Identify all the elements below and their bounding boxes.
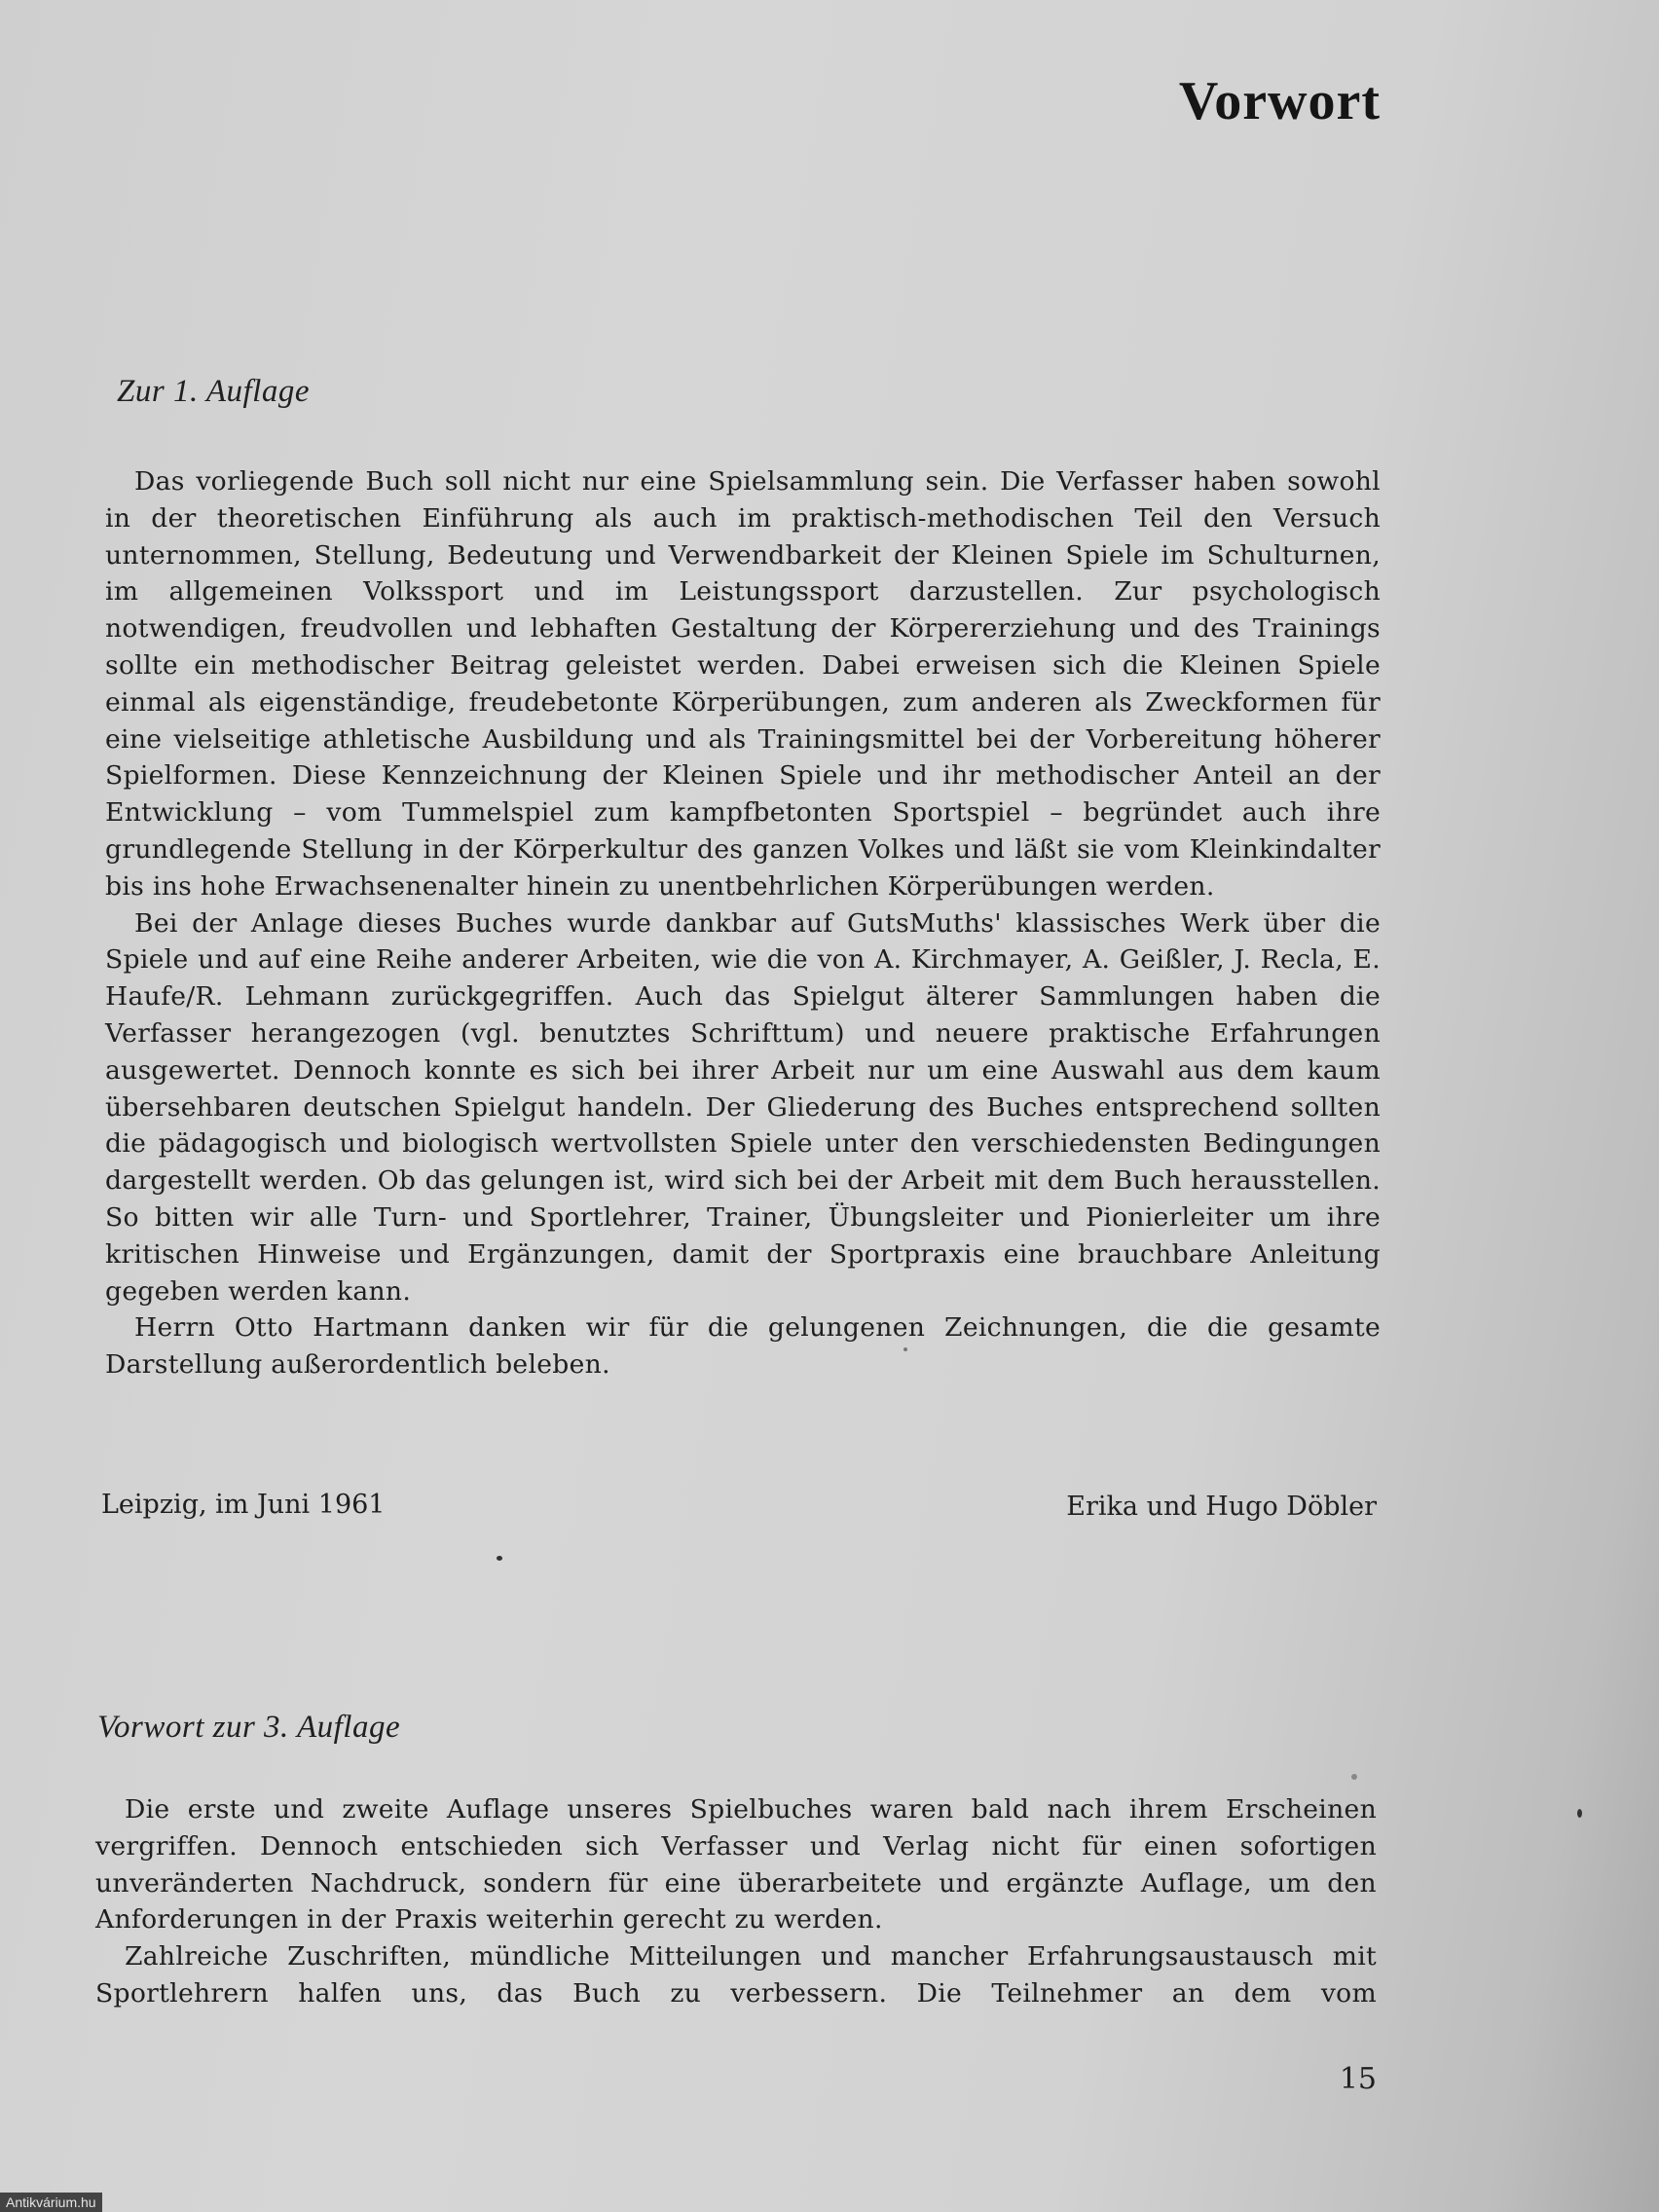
section-1-body: [105, 463, 1381, 1383]
section-1-paragraph-1: Das vorliegende Buch soll nicht nur eine Spielsammlung sein. Die Verfasser haben sowohl in der theoretischen Einführung als auch im praktisch-methodischen Teil den Versuch unternommen, Stellung, Bedeutung und Verwendbarkeit der Kleinen Spiele im Schulturnen, im allgemeinen Volkssport und im Leistungssport darzustellen. Zur psychologisch notwendigen, freudvollen und lebhaften Gestaltung der Körpererziehung und des Trainings sollte ein methodischer Beitrag geleistet werden. Dabei erweisen sich die Kleinen Spiele einmal als eigenständige, freudebetonte Körperübungen, zum anderen als Zweckformen für eine vielseitige athletische Ausbildung und als Trainingsmittel bei der Vorbereitung höherer Spielformen. Diese Kennzeichnung der Kleinen Spiele und ihr methodischer Anteil an der Entwicklung – vom Tummelspiel zum kampfbetonten Sportspiel – begründet auch ihre grundlegende Stellung in der Körperkultur des ganzen Volkes und läßt sie vom Kleinkindalter bis ins hohe Erwachsenenalter hinein zu unentbehrlichen Körperübungen werden.: [105, 466, 1381, 902]
section-1-title: Zur 1. Auflage: [117, 374, 310, 409]
authors-signature: Erika und Hugo Döbler: [1066, 1492, 1377, 1522]
section-2-title: Vorwort zur 3. Auflage: [97, 1710, 401, 1745]
section-2-paragraph-1: Die erste und zweite Auflage unseres Spielbuches waren bald nach ihrem Erscheinen vergriffen. Dennoch entschieden sich Verfasser und Verlag nicht für einen sofortigen unveränderten Nachdruck, sondern für eine überarbeitete und ergänzte Auflage, um den Anforderungen in der Praxis weiterhin gerecht zu werden.: [95, 1794, 1377, 1936]
section-2-body: [95, 1791, 1377, 2012]
place-date: Leipzig, im Juni 1961: [101, 1490, 386, 1520]
dust-speck: [903, 1347, 907, 1351]
dust-speck: [1577, 1809, 1582, 1818]
section-1-paragraph-3: Herrn Otto Hartmann danken wir für die gelungenen Zeichnungen, die die gesamte Darstellung außerordentlich beleben.: [105, 1312, 1381, 1381]
dust-speck: [1351, 1774, 1357, 1780]
page-number: 15: [1339, 2062, 1377, 2096]
watermark: Antikvárium.hu: [0, 2193, 102, 2212]
page-title: Vorwort: [1178, 71, 1381, 131]
section-1-paragraph-2: Bei der Anlage dieses Buches wurde dankbar auf GutsMuths' klassisches Werk über die Spiele und auf eine Reihe anderer Arbeiten, wie die von A. Kirchmayer, A. Geißler, J. Recla, E. Haufe/R. Lehmann zurückgegriffen. Auch das Spielgut älterer Sammlungen haben die Verfasser herangezogen (vgl. benutztes Schrifttum) und neuere praktische Erfahrungen ausgewertet. Dennoch konnte es sich bei ihrer Arbeit nur um eine Auswahl aus dem kaum übersehbaren deutschen Spielgut handeln. Der Gliederung des Buches entsprechend sollten die pädagogisch und biologisch wertvollsten Spiele unter den verschiedensten Bedingungen dargestellt werden. Ob das gelungen ist, wird sich bei der Arbeit mit dem Buch herausstellen. So bitten wir alle Turn- und Sportlehrer, Trainer, Übungsleiter und Pionierleiter um ihre kritischen Hinweise und Ergänzungen, damit der Sportpraxis eine brauchbare Anleitung gegeben werden kann.: [105, 907, 1381, 1307]
dust-speck: [497, 1556, 502, 1561]
section-2-paragraph-2: Zahlreiche Zuschriften, mündliche Mitteilungen und mancher Erfahrungsaustausch mit Sportlehrern halfen uns, das Buch zu verbessern. Die Teilnehmer an dem vom: [95, 1941, 1377, 2009]
